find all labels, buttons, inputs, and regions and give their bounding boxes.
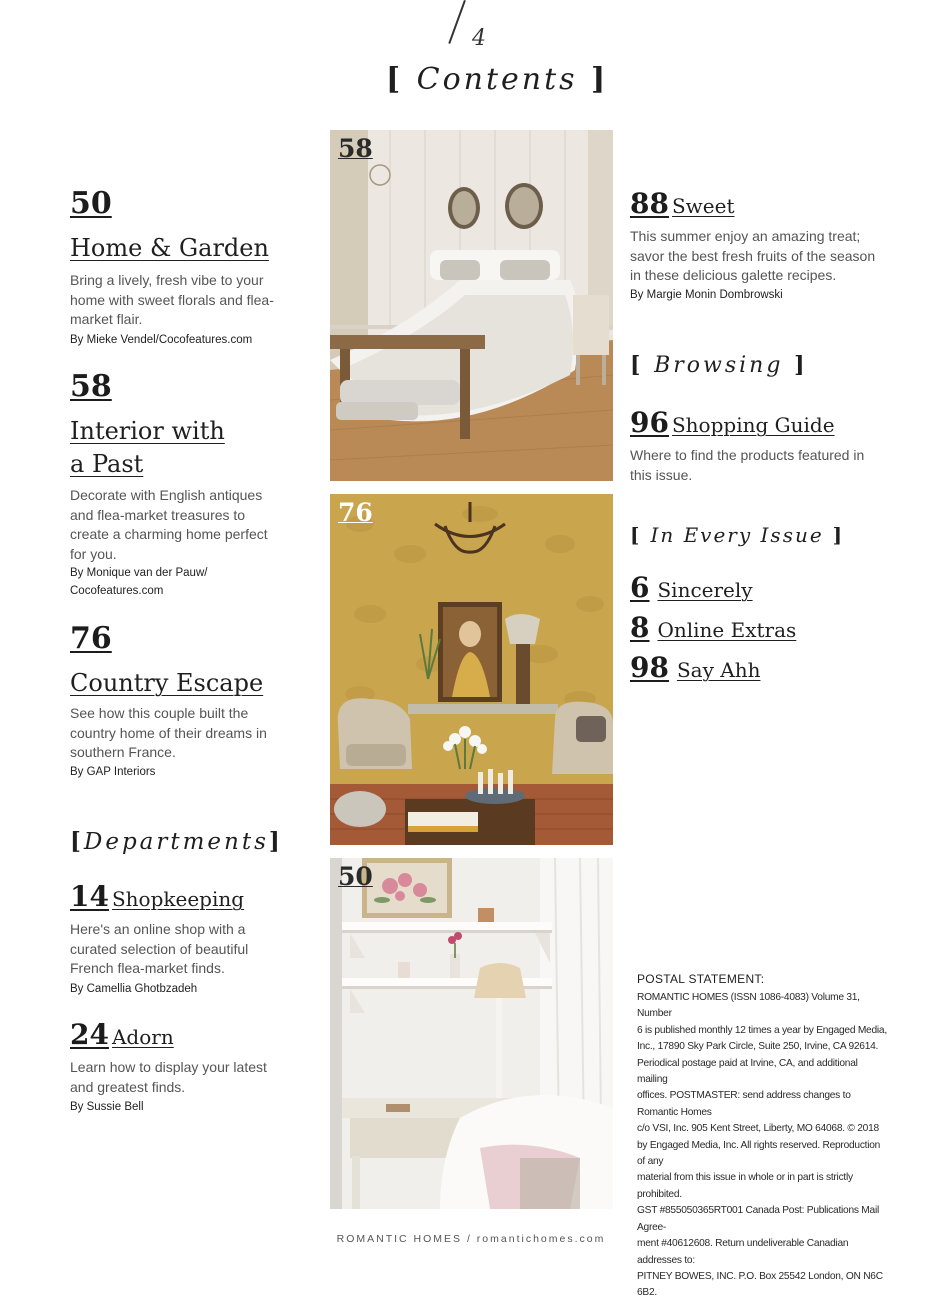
feature-byline: By GAP Interiors xyxy=(70,766,156,778)
contents-title-text: Contents xyxy=(416,62,578,97)
departments-title-text: Departments xyxy=(83,829,269,855)
shopping-guide-description: Where to find the products featured in this issue. xyxy=(630,447,865,483)
photo-bedroom[interactable] xyxy=(330,130,613,481)
department-byline: By Camellia Ghotbzadeh xyxy=(70,983,198,995)
postal-line: GST #855050365RT001 Canada Post: Publications Mail Agree- xyxy=(637,1205,879,1233)
sweet-byline: By Margie Monin Dombrowski xyxy=(630,289,783,301)
departments-title: [Departments] xyxy=(70,828,283,855)
department-heading[interactable] xyxy=(70,1018,174,1051)
shopping-guide-title: Shopping Guide xyxy=(671,413,835,437)
every-issue-item-title: Say Ahh xyxy=(676,658,761,682)
shelf-illustration xyxy=(330,858,613,1209)
postal-line: Inc., 17890 Sky Park Circle, Suite 250, Irvine, CA 92614. xyxy=(637,1041,879,1053)
every-issue-item[interactable] xyxy=(630,611,796,644)
browsing-title-text: Browsing xyxy=(654,353,784,378)
page-number-slash xyxy=(448,0,465,44)
feature-number[interactable]: 58 xyxy=(70,369,112,404)
department-description: Here's an online shop with a curated selection of beautiful French flea-market finds. xyxy=(70,921,249,976)
postal-line: ment #40612608. Return undeliverable Canadian addresses to: xyxy=(637,1238,849,1266)
postal-line: by Engaged Media, Inc. All rights reserved. Reproduction of any xyxy=(637,1139,881,1168)
feature-description: Bring a lively, fresh vibe to your home with sweet florals and flea-market flair. xyxy=(70,272,274,327)
postal-line: PITNEY BOWES, INC. P.O. Box 25542 London, ON N6C 6B2. xyxy=(637,1270,883,1299)
feature-byline: By Mieke Vendel/Cocofeatures.com xyxy=(70,334,253,346)
every-issue-title: [ In Every Issue ] xyxy=(630,523,845,547)
shopping-guide-number: 96 xyxy=(630,406,669,439)
feature-byline: By Monique van der Pauw/ xyxy=(70,567,208,579)
every-issue-number: 6 xyxy=(630,571,650,604)
department-title: Adorn xyxy=(111,1025,174,1049)
sweet-heading[interactable] xyxy=(630,187,735,220)
department-byline: By Sussie Bell xyxy=(70,1101,144,1113)
sweet-title: Sweet xyxy=(671,194,735,218)
every-issue-item-title: Online Extras xyxy=(657,618,797,642)
photo-living-room[interactable] xyxy=(330,494,613,845)
feature-description: See how this couple built the country home of their dreams in southern France. xyxy=(70,705,267,760)
feature-title[interactable]: Country Escape xyxy=(70,669,264,697)
shopping-guide-heading[interactable] xyxy=(630,406,835,439)
every-issue-item-title: Sincerely xyxy=(657,578,753,602)
every-issue-title-text: In Every Issue xyxy=(650,523,824,547)
postal-line: Periodical postage paid at Irvine, CA, and additional mailing xyxy=(637,1057,858,1086)
every-issue-number: 8 xyxy=(630,611,650,644)
postal-line: material from this issue in whole or in part is strictly prohibited. xyxy=(637,1172,853,1200)
photo-page-number: 76 xyxy=(338,498,373,527)
department-heading[interactable] xyxy=(70,880,244,913)
every-issue-item[interactable] xyxy=(630,571,753,604)
photo-shelf-vignette[interactable] xyxy=(330,858,613,1209)
postal-line: 6 is published monthly 12 times a year by Engaged Media, xyxy=(637,1024,887,1036)
living-room-illustration xyxy=(330,494,613,845)
postal-line: c/o VSI, Inc. 905 Kent Street, Liberty, MO 64068. © 2018 xyxy=(637,1123,879,1135)
contents-title: [ Contents ] xyxy=(386,62,609,97)
sweet-number: 88 xyxy=(630,187,669,220)
postal-body xyxy=(637,990,887,1302)
postal-line: offices. POSTMASTER: send address changes to Romantic Homes xyxy=(637,1090,851,1118)
department-number: 14 xyxy=(70,880,109,913)
footer-credit: ROMANTIC HOMES / romantichomes.com xyxy=(336,1233,606,1245)
feature-title[interactable]: Home & Garden xyxy=(70,234,269,262)
feature-number[interactable]: 76 xyxy=(70,621,112,656)
photo-page-number: 50 xyxy=(338,862,373,891)
postal-heading: POSTAL STATEMENT: xyxy=(637,972,765,986)
every-issue-number: 98 xyxy=(630,651,669,684)
sweet-description: This summer enjoy an amazing treat; savor the best fresh fruits of the season in these delicious galette recipes. xyxy=(630,228,876,283)
photo-page-number: 58 xyxy=(338,134,373,163)
feature-number[interactable]: 50 xyxy=(70,186,112,221)
department-title: Shopkeeping xyxy=(111,887,245,911)
feature-description: Decorate with English antiques and flea-market treasures to create a charming home perfect for you. xyxy=(70,487,268,562)
feature-title[interactable]: a Past xyxy=(70,450,144,478)
feature-byline: Cocofeatures.com xyxy=(70,585,164,597)
feature-title[interactable]: Interior with xyxy=(70,417,225,445)
postal-line: ROMANTIC HOMES (ISSN 1086-4083) Volume 31, Number xyxy=(637,992,860,1020)
page-number: 4 xyxy=(472,26,486,51)
department-description: Learn how to display your latest and greatest finds. xyxy=(70,1059,267,1095)
every-issue-item[interactable] xyxy=(630,651,760,684)
browsing-title: [ Browsing ] xyxy=(630,352,808,378)
department-number: 24 xyxy=(70,1018,109,1051)
bedroom-illustration xyxy=(330,130,613,481)
